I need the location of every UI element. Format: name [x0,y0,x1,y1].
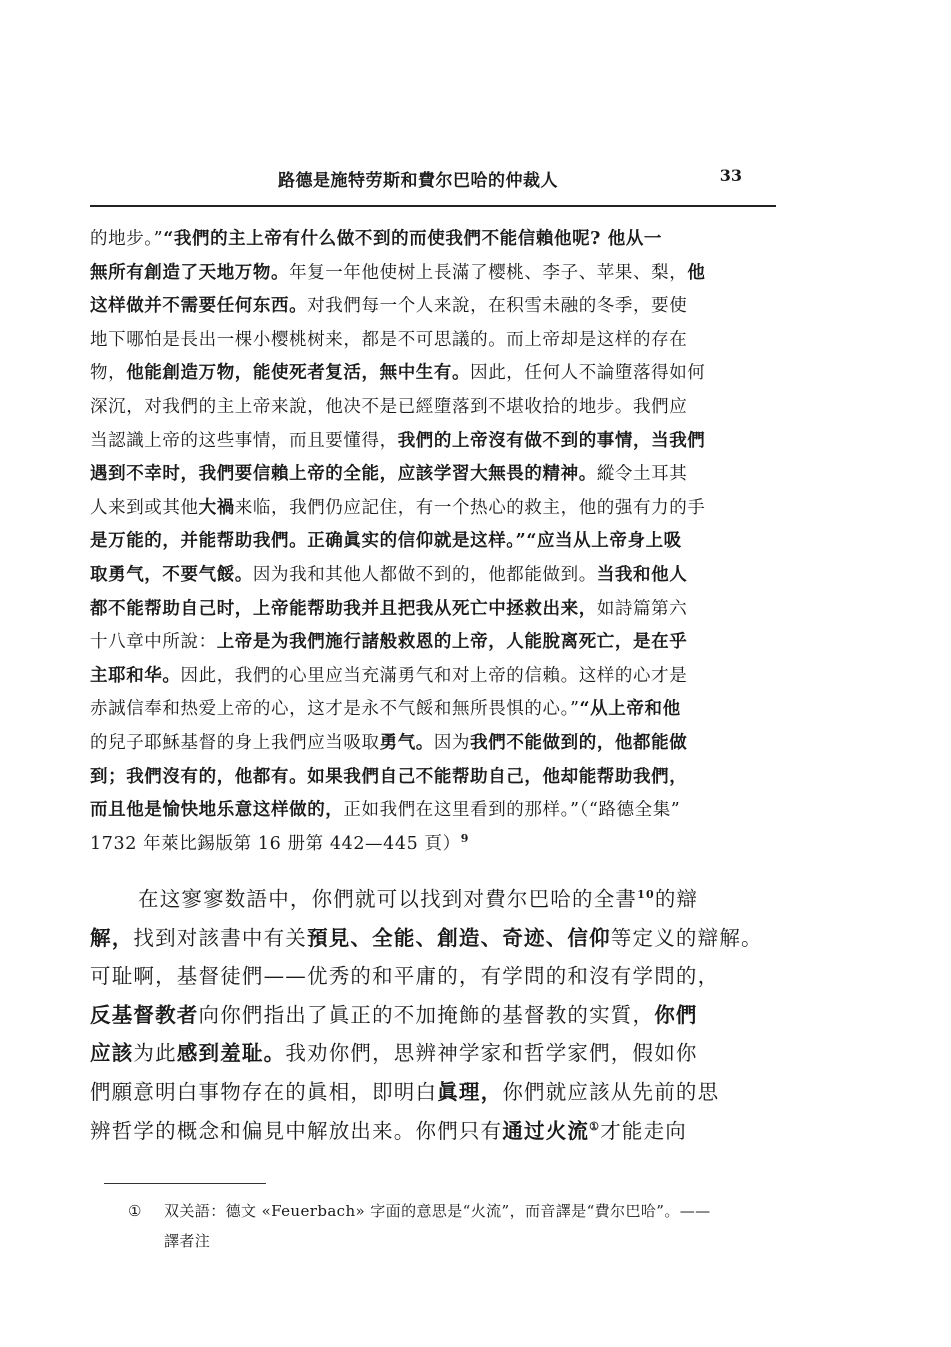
body-line [90,996,780,1035]
note-reference: 10 [637,888,655,902]
running-title: 路德是施特劳斯和費尔巴哈的仲裁人 [278,171,558,191]
emphasized-text: 当我和他人 [596,564,688,585]
text-run: 因此，我們的心里应当充滿勇气和对上帝的信賴。这样的心才是 [180,665,688,686]
emphasized-text: 眞理， [437,1079,503,1104]
note-reference: ① [589,1119,601,1133]
note-reference: 9 [460,831,469,845]
emphasized-text: 主耶和华。 [90,665,181,686]
quote-line [90,761,778,795]
quote-line [90,324,778,358]
text-run: 深沉，对我們的主上帝来說，他决不是已經墮落到不堪收拾的地步。我們应 [90,396,688,417]
body-line [90,880,780,919]
text-run: 我劝你們，思辨神学家和哲学家們，假如你 [285,1041,698,1066]
quote-line [90,425,778,459]
text-run: 为此 [133,1041,177,1066]
page-number: 33 [719,166,742,185]
emphasized-text: “从上帝和他 [579,699,681,720]
text-run: 找到对該書中有关 [133,925,308,950]
body-line [90,1073,780,1112]
body-line [90,957,780,996]
footnote-mark: ① [128,1202,142,1220]
body-line [90,1034,780,1073]
text-run: 1732 年萊比錫版第 16 册第 442—445 頁） [90,833,461,854]
quote-line [90,391,778,425]
text-run: 物， [90,363,127,384]
body-line [90,1112,780,1151]
text-run: 的辯 [654,887,699,911]
quote-line [90,693,778,727]
emphasized-text: 我們不能做到的，他都能做 [470,732,688,753]
text-run: 地下哪怕是長出一棵小樱桃树来，都是不可思議的。而上帝却是这样的存在 [90,329,688,350]
footnote-text-line-2: 譯者注 [164,1232,211,1250]
emphasized-text: 預見、全能、創造、奇迹、信仰 [307,925,611,950]
emphasized-text: 感到羞耻。 [176,1041,286,1066]
emphasized-text: 应該 [90,1041,134,1066]
running-head [90,166,780,196]
quote-line [90,357,778,391]
footnote-rule [104,1183,266,1184]
quote-line [90,458,778,492]
emphasized-text: 我們的上帝沒有做不到的事情，当我們 [397,430,706,451]
luther-quotation [90,223,778,861]
emphasized-text: 上帝是为我們施行諸般救恩的上帝，人能脫离死亡，是在乎 [216,632,688,653]
text-run: 辨哲学的概念和偏見中解放出来。你們只有 [90,1118,503,1143]
text-run: 們願意明白事物存在的眞相，即明白 [90,1079,438,1104]
text-run: 赤誠信奉和热爱上帝的心，这才是永不气餒和無所畏惧的心。” [90,699,580,720]
text-run: 才能走向 [600,1118,687,1143]
text-run: 縱令土耳其 [596,464,688,485]
text-run: 因此，任何人不論墮落得如何 [470,363,706,384]
text-run: 的兒子耶穌基督的身上我們应当吸取 [90,732,380,753]
text-run: 对我們每一个人来說，在积雪未融的冬季，要使 [307,296,688,317]
emphasized-text: 他能創造万物，能使死者复活，無中生有。 [126,363,471,384]
text-run: 你們就应該从先前的思 [502,1079,720,1104]
footnote-text-line-1: 双关語：德文 «Feuerbach» 字面的意思是“火流”，而音譯是“費尔巴哈”。—— [164,1202,711,1220]
text-run: 年复一年他使树上長滿了樱桃、李子、苹果、梨， [289,262,688,283]
emphasized-text: 他 [687,262,706,283]
emphasized-text: “我們的主上帝有什么做不到的而使我們不能信賴他呢? 他从一 [163,229,663,249]
emphasized-text: 反基督教者 [90,1002,199,1027]
emphasized-text: 無所有創造了天地万物。 [90,262,290,283]
quote-line [90,559,778,593]
emphasized-text: 到；我們沒有的，他都有。如果我們自己不能帮助自己，他却能帮助我們， [90,766,688,787]
emphasized-text: 你們 [654,1002,698,1027]
quote-line [90,525,778,559]
text-run: 的地步。” [90,229,164,249]
text-run: 可耻啊，基督徒們——优秀的和平庸的，有学問的和沒有学問的， [90,964,720,989]
quote-line [90,492,778,526]
text-run: 因为我和其他人都做不到的，他都能做到。 [252,564,597,585]
emphasized-text: 是万能的，并能帮助我們。正确眞实的信仰就是这样。”“应当从上帝身上吸 [90,531,682,552]
emphasized-text: 遇到不幸时，我們要信賴上帝的全能，应該学習大無畏的精神。 [90,464,597,485]
emphasized-text: 大禍 [198,497,235,518]
emphasized-text: 而且他是愉快地乐意这样做的， [90,800,344,821]
footnote [128,1196,778,1256]
body-line [90,919,780,958]
text-run: 因为 [433,732,471,753]
text-run: 来临，我們仍应記住，有一个热心的救主，他的强有力的手 [234,497,706,518]
text-run: 向你們指出了眞正的不加掩飾的基督教的实質， [198,1002,655,1027]
text-run: 十八章中所說： [90,632,217,653]
text-run: 在这寥寥数語中，你們就可以找到对費尔巴哈的全書 [138,887,638,911]
text-run: 人来到或其他 [90,497,199,518]
quote-line [90,794,778,828]
quote-line [90,290,778,324]
text-run: 正如我們在这里看到的那样。”（“路德全集” [343,800,681,821]
quote-line [90,660,778,694]
header-rule [90,205,776,207]
text-run: 当認識上帝的这些事情，而且要懂得， [90,430,398,451]
emphasized-text: 通过火流 [502,1118,590,1143]
quote-line [90,727,778,761]
emphasized-text: 解， [90,925,134,950]
text-run: 如詩篇第六 [596,598,688,619]
quote-line [90,223,778,257]
quote-line [90,626,778,660]
emphasized-text: 都不能帮助自己时，上帝能帮助我并且把我从死亡中拯救出来， [90,598,597,619]
emphasized-text: 勇气。 [379,732,434,753]
main-paragraph [90,880,780,1150]
quote-line [90,257,778,291]
text-run: 等定义的辯解。 [610,925,763,950]
emphasized-text: 这样做并不需要任何东西。 [90,296,308,317]
emphasized-text: 取勇气，不要气餒。 [90,564,253,585]
quote-line [90,593,778,627]
quote-line [90,828,778,862]
